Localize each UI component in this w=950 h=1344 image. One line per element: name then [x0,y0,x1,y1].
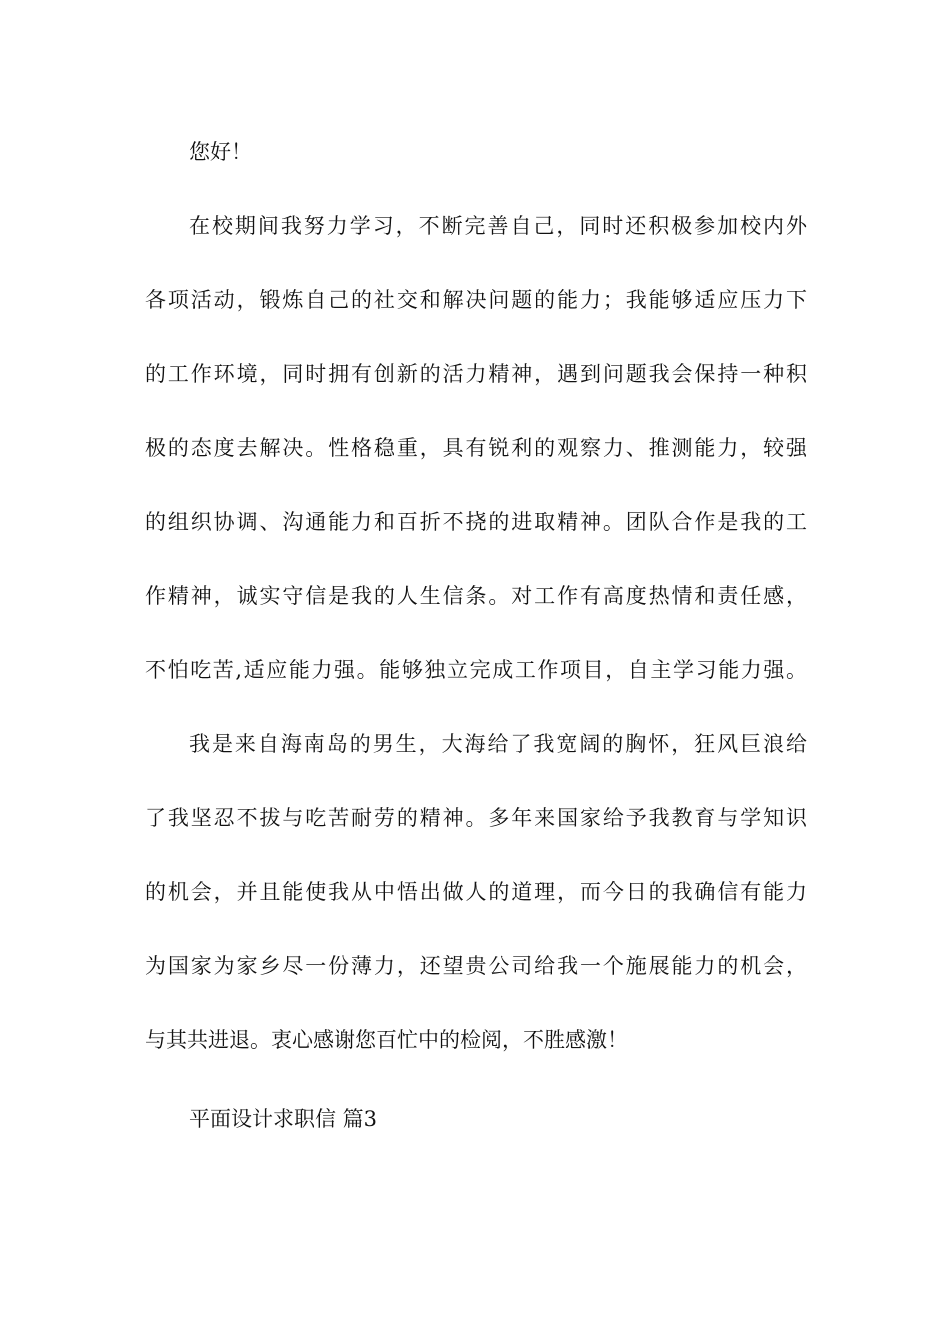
paragraph-1-line-3: 的工作环境，同时拥有创新的活力精神，遇到问题我会保持一种积 [145,362,807,386]
paragraph-1-line-2: 各项活动，锻炼自己的社交和解决问题的能力；我能够适应压力下 [145,288,807,312]
paragraph-2-line-5: 与其共进退。衷心感谢您百忙中的检阅，不胜感激！ [145,1028,628,1052]
paragraph-1-line-5: 的组织协调、沟通能力和百折不挠的进取精神。团队合作是我的工 [145,510,807,534]
paragraph-1-line-1: 在校期间我努力学习，不断完善自己，同时还积极参加校内外 [189,214,807,238]
section-heading: 平面设计求职信 篇3 [189,1107,378,1131]
paragraph-2-line-1: 我是来自海南岛的男生，大海给了我宽阔的胸怀，狂风巨浪给 [189,732,807,756]
greeting: 您好！ [189,140,252,164]
paragraph-1-line-7: 不怕吃苦,适应能力强。能够独立完成工作项目，自主学习能力强。 [145,658,807,682]
paragraph-2-line-3: 的机会，并且能使我从中悟出做人的道理，而今日的我确信有能力 [145,880,807,904]
paragraph-2-line-2: 了我坚忍不拔与吃苦耐劳的精神。多年来国家给予我教育与学知识 [145,806,807,830]
paragraph-1-line-4: 极的态度去解决。性格稳重，具有锐利的观察力、推测能力，较强 [145,436,807,460]
paragraph-2-line-4: 为国家为家乡尽一份薄力，还望贵公司给我一个施展能力的机会， [145,954,807,978]
paragraph-1-line-6: 作精神，诚实守信是我的人生信条。对工作有高度热情和责任感， [145,584,807,608]
